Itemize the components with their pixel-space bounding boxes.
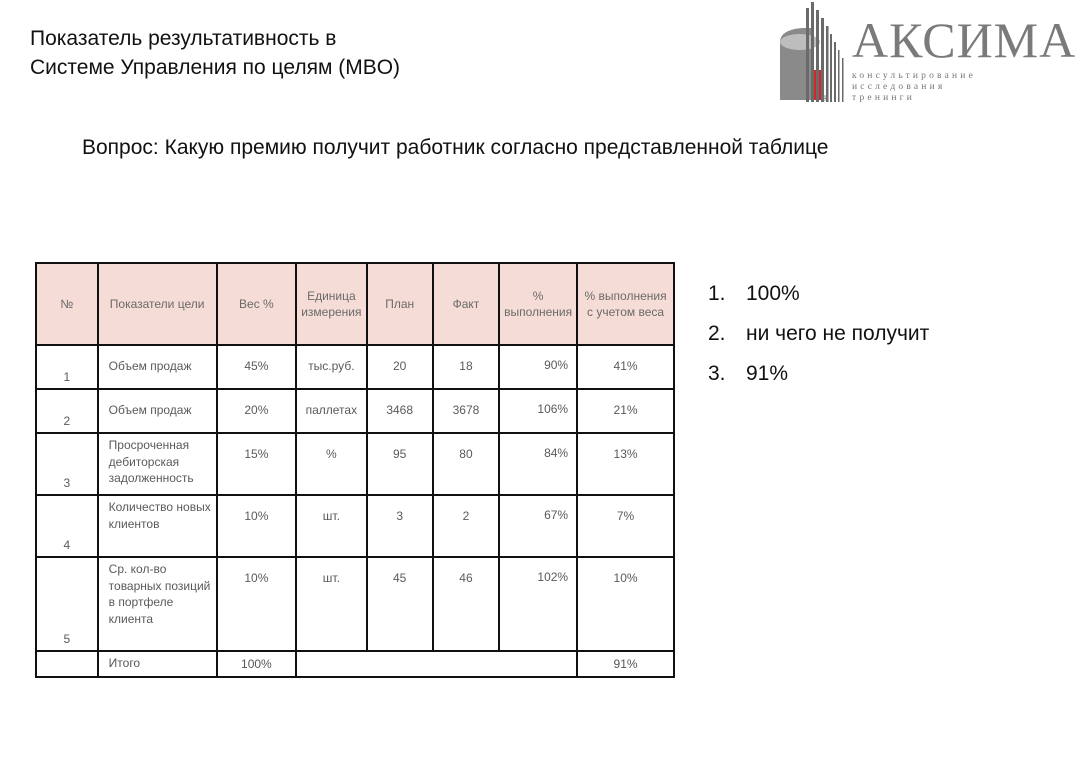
slide-title (30, 24, 400, 82)
table-row (36, 389, 674, 433)
header-weighted-completion: % выполнения с учетом веса (577, 263, 674, 345)
registered-mark: ® (822, 94, 828, 103)
total-merged-cell (296, 651, 577, 677)
row-fact: 80 (433, 433, 499, 495)
row-completion: 67% (499, 495, 577, 557)
row-weighted-completion: 21% (577, 389, 674, 433)
row-goal: Объем продаж (98, 389, 217, 433)
header-goal: Показатели цели (98, 263, 217, 345)
row-plan: 95 (367, 433, 433, 495)
row-completion: 90% (499, 345, 577, 389)
logo-tagline-2: исследования (852, 82, 946, 92)
table-row (36, 433, 674, 495)
row-goal: Просроченная дебиторская задолженность (98, 433, 217, 495)
table-row (36, 345, 674, 389)
row-weighted-completion: 13% (577, 433, 674, 495)
row-number: 4 (36, 495, 98, 557)
row-weighted-completion: 10% (577, 557, 674, 651)
row-plan: 3 (367, 495, 433, 557)
row-unit: шт. (296, 495, 366, 557)
row-weight: 20% (217, 389, 297, 433)
row-fact: 18 (433, 345, 499, 389)
logo-wordmark: АКСИМА (852, 12, 1076, 68)
header-plan: План (367, 263, 433, 345)
row-weighted-completion: 41% (577, 345, 674, 389)
header-unit: Единица измерения (296, 263, 366, 345)
answer-option (708, 274, 929, 314)
table-header-row (36, 263, 674, 345)
answer-options (708, 274, 929, 394)
header-fact: Факт (433, 263, 499, 345)
logo-tagline-1: консультирование (852, 71, 976, 81)
row-unit: шт. (296, 557, 366, 651)
table-row (36, 495, 674, 557)
row-fact: 46 (433, 557, 499, 651)
header-number: № (36, 263, 98, 345)
row-number: 5 (36, 557, 98, 651)
table-row (36, 557, 674, 651)
row-goal: Ср. кол-во товарных позиций в портфеле клиента (98, 557, 217, 651)
answer-text: ни чего не получит (746, 322, 930, 345)
total-weight: 100% (217, 651, 297, 677)
row-completion: 84% (499, 433, 577, 495)
row-weighted-completion: 7% (577, 495, 674, 557)
row-weight: 45% (217, 345, 297, 389)
row-fact: 3678 (433, 389, 499, 433)
title-line-1: Показатель результативность в (30, 27, 337, 50)
logo-tagline-3: тренинги (852, 93, 916, 103)
row-plan: 20 (367, 345, 433, 389)
row-unit: тыс.руб. (296, 345, 366, 389)
row-weight: 10% (217, 495, 297, 557)
row-plan: 3468 (367, 389, 433, 433)
row-number: 1 (36, 345, 98, 389)
row-completion: 102% (499, 557, 577, 651)
row-plan: 45 (367, 557, 433, 651)
answer-option (708, 354, 929, 394)
row-goal: Объем продаж (98, 345, 217, 389)
answer-text: 100% (746, 282, 800, 305)
row-weight: 10% (217, 557, 297, 651)
question-text: Вопрос: Какую премию получит работник согласно представленной таблице (82, 136, 829, 159)
answer-number: 3. (708, 362, 726, 385)
row-goal: Количество новых клиентов (98, 495, 217, 557)
total-row (36, 651, 674, 677)
answer-option (708, 314, 929, 354)
row-fact: 2 (433, 495, 499, 557)
row-number: 2 (36, 389, 98, 433)
row-weight: 15% (217, 433, 297, 495)
total-empty-cell (36, 651, 98, 677)
row-unit: паллетах (296, 389, 366, 433)
logo-tagline (852, 71, 976, 104)
answer-number: 1. (708, 282, 726, 305)
total-weighted-completion: 91% (577, 651, 674, 677)
header-weight: Вес % (217, 263, 297, 345)
row-number: 3 (36, 433, 98, 495)
header-completion: % выполнения (499, 263, 577, 345)
mbo-table (35, 262, 675, 678)
title-line-2: Системе Управления по целям (MBO) (30, 56, 401, 79)
row-unit: % (296, 433, 366, 495)
total-label: Итого (98, 651, 217, 677)
row-completion: 106% (499, 389, 577, 433)
answer-text: 91% (746, 362, 789, 385)
answer-number: 2. (708, 322, 726, 345)
